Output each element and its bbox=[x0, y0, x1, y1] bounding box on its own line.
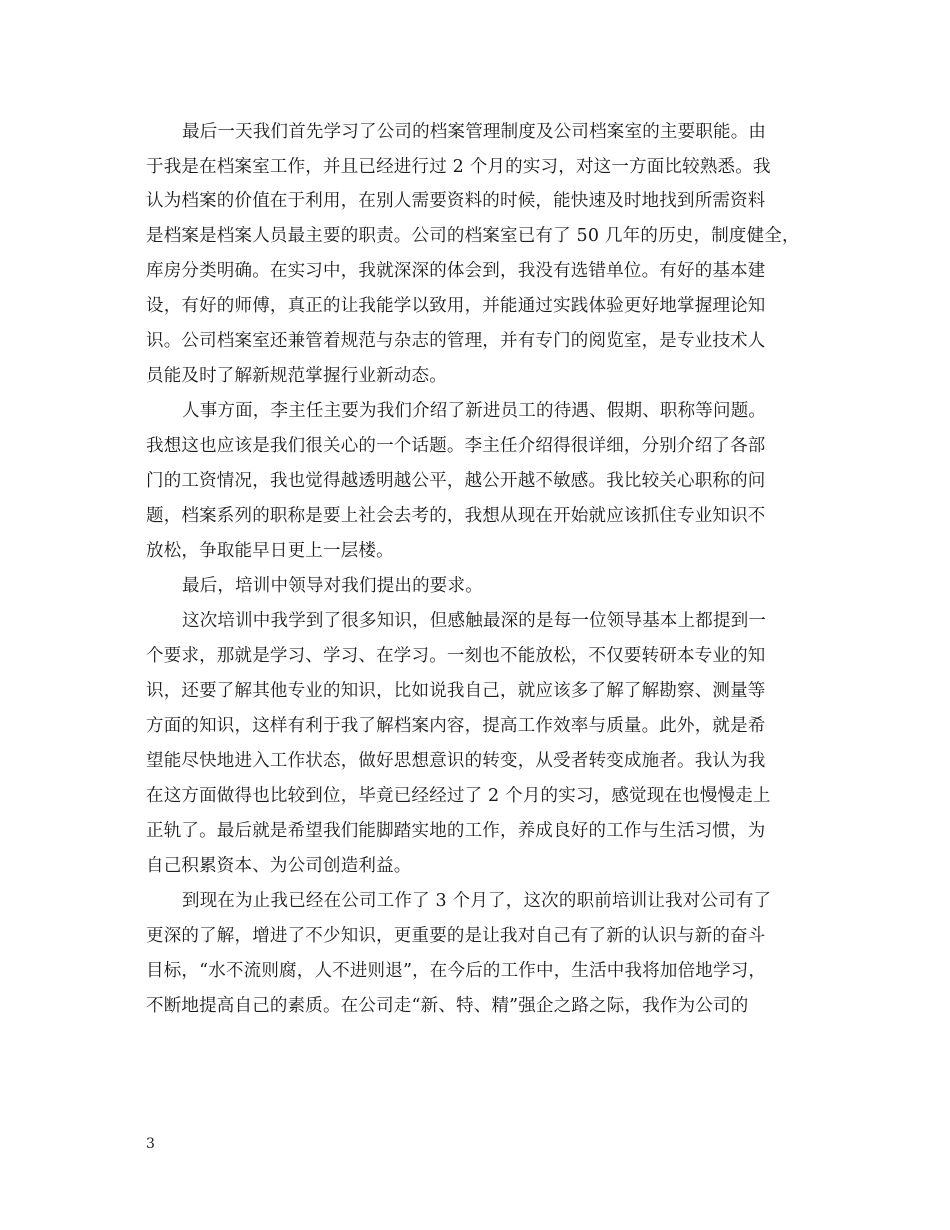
paragraph-line: 不断地提高自己的素质。在公司走“新、特、精”强企之路之际，我作为公司的 bbox=[146, 996, 749, 1016]
paragraph-line: 设，有好的师傅，真正的让我能学以致用，并能通过实践体验更好地掌握理论知 bbox=[146, 296, 766, 316]
page-number: 3 bbox=[146, 1136, 155, 1152]
paragraph-line: 更深的了解，增进了不少知识，更重要的是让我对自己有了新的认识与新的奋斗 bbox=[146, 926, 766, 946]
paragraph-line: 方面的知识，这样有利于我了解档案内容，提高工作效率与质量。此外，就是希 bbox=[146, 716, 766, 736]
paragraph-line: 题，档案系列的职称是要上社会去考的，我想从现在开始就应该抓住专业知识不 bbox=[146, 506, 766, 526]
paragraph-line: 正轨了。最后就是希望我们能脚踏实地的工作，养成良好的工作与生活习惯，为 bbox=[146, 821, 766, 841]
paragraph-line: 个要求，那就是学习、学习、在学习。一刻也不能放松，不仅要转研本专业的知 bbox=[146, 646, 766, 666]
paragraph-line: 员能及时了解新规范掌握行业新动态。 bbox=[146, 366, 447, 386]
paragraph-line: 最后一天我们首先学习了公司的档案管理制度及公司档案室的主要职能。由 bbox=[182, 122, 767, 142]
paragraph-line: 望能尽快地进入工作状态，做好思想意识的转变，从受者转变成施者。我认为我 bbox=[146, 751, 766, 771]
paragraph-line: 识。公司档案室还兼管着规范与杂志的管理，并有专门的阅览室，是专业技术人 bbox=[146, 331, 766, 351]
paragraph-line: 我想这也应该是我们很关心的一个话题。李主任介绍得很详细，分别介绍了各部 bbox=[146, 436, 766, 456]
paragraph-line: 识，还要了解其他专业的知识，比如说我自己，就应该多了解了解勘察、测量等 bbox=[146, 681, 766, 701]
paragraph-line: 是档案是档案人员最主要的职责。公司的档案室已有了 50 几年的历史，制度健全， bbox=[146, 226, 800, 246]
paragraph-line: 这次培训中我学到了很多知识，但感触最深的是每一位领导基本上都提到一 bbox=[182, 611, 767, 631]
paragraph-line: 在这方面做得也比较到位，毕竟已经经过了 2 个月的实习，感觉现在也慢慢走上 bbox=[146, 786, 771, 806]
paragraph-line: 目标，“水不流则腐，人不进则退”，在今后的工作中，生活中我将加倍地学习， bbox=[146, 961, 767, 981]
paragraph-line: 认为档案的价值在于利用，在别人需要资料的时候，能快速及时地找到所需资料 bbox=[146, 191, 766, 211]
paragraph-line: 自己积累资本、为公司创造利益。 bbox=[146, 856, 412, 876]
paragraph-line: 人事方面，李主任主要为我们介绍了新进员工的待遇、假期、职称等问题。 bbox=[182, 401, 767, 421]
paragraph-line: 最后，培训中领导对我们提出的要求。 bbox=[182, 576, 483, 596]
paragraph-line: 放松，争取能早日更上一层楼。 bbox=[146, 541, 394, 561]
paragraph-line: 到现在为止我已经在公司工作了 3 个月了，这次的职前培训让我对公司有了 bbox=[182, 891, 772, 911]
paragraph-line: 库房分类明确。在实习中，我就深深的体会到，我没有选错单位。有好的基本建 bbox=[146, 261, 766, 281]
paragraph-line: 门的工资情况，我也觉得越透明越公平，越公开越不敏感。我比较关心职称的问 bbox=[146, 471, 766, 491]
paragraph-line: 于我是在档案室工作，并且已经进行过 2 个月的实习，对这一方面比较熟悉。我 bbox=[146, 157, 771, 177]
